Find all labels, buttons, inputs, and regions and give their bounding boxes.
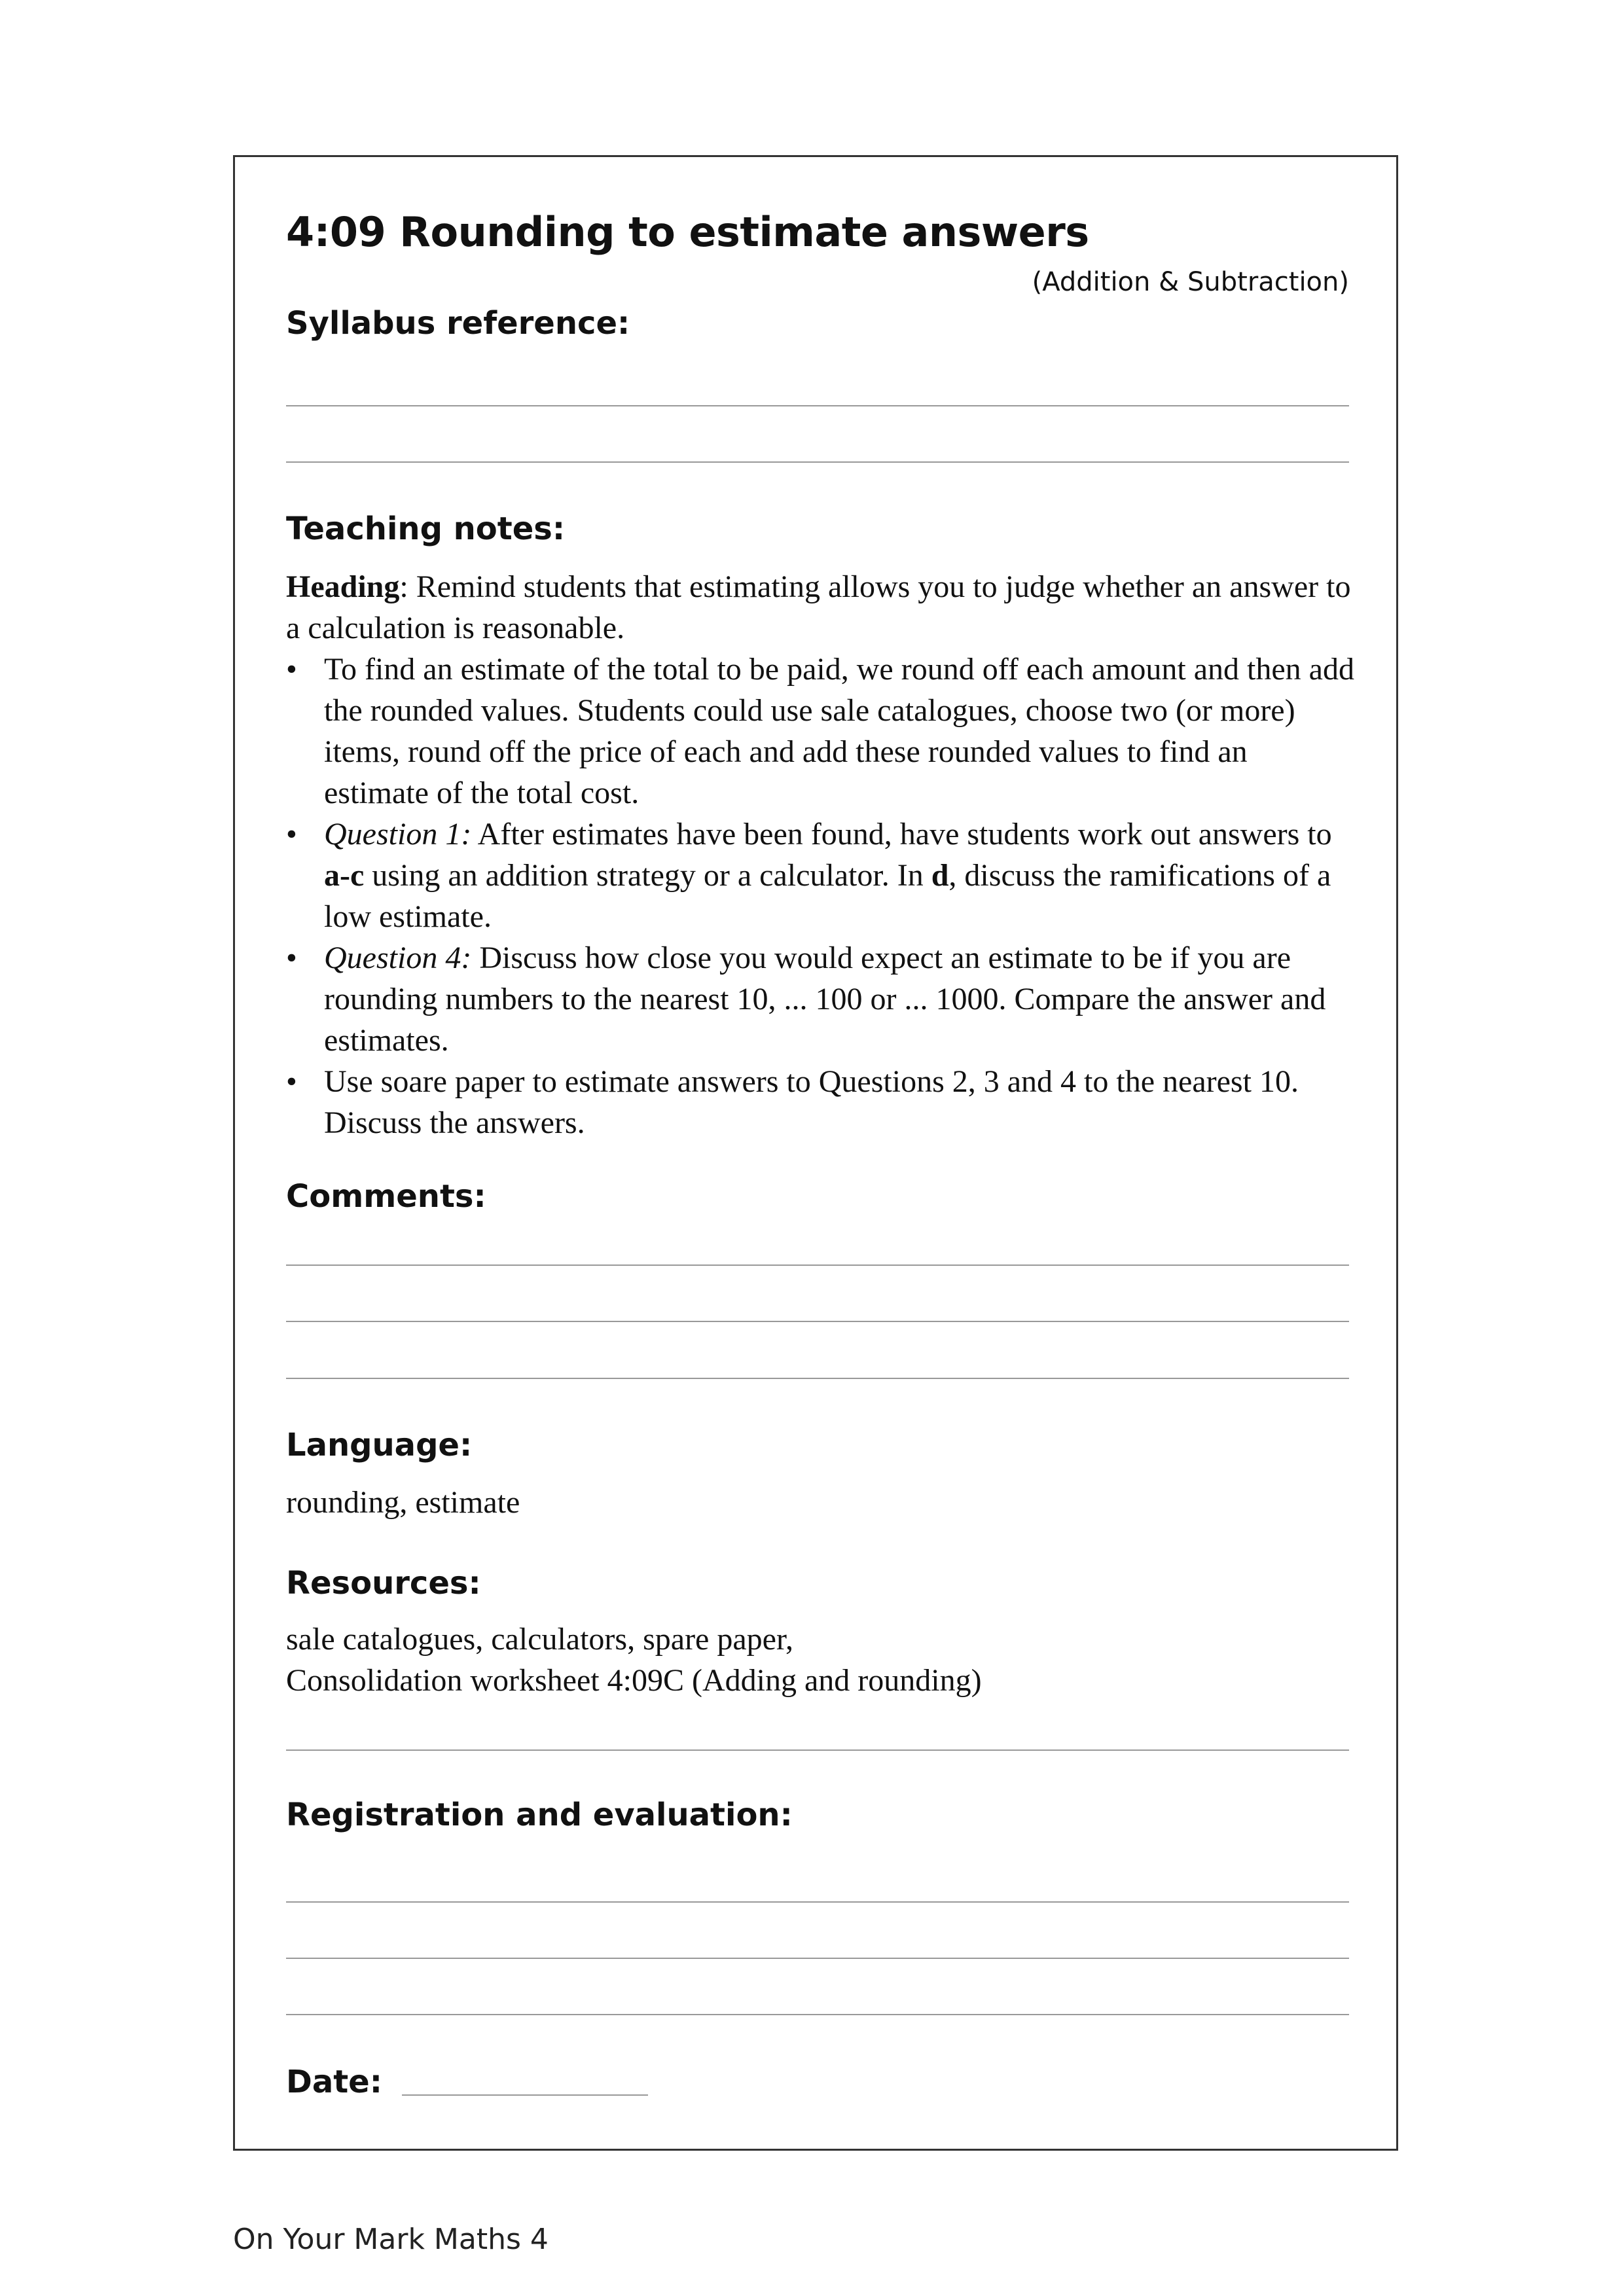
- registration-line-1: [286, 1901, 1349, 1903]
- syllabus-line-1: [286, 405, 1349, 406]
- bullet-icon: •: [286, 817, 297, 852]
- page-subtitle: (Addition & Subtraction): [1032, 267, 1349, 297]
- resources-heading: Resources:: [286, 1565, 481, 1602]
- registration-line-2: [286, 1958, 1349, 1959]
- bullet-text: , discuss the ramifications of a low estimate.: [324, 858, 1331, 934]
- bullet-text: Discuss how close you would expect an estimate to be if you are rounding numbers to the nearest 10, ... 100 or ... 1000. Compare the answer and estimates.: [324, 941, 1326, 1058]
- comments-line-2: [286, 1321, 1349, 1322]
- intro-text: : Remind students that estimating allows you to judge whether an answer to a calculation is reasonable.: [286, 569, 1351, 645]
- comments-line-1: [286, 1265, 1349, 1266]
- language-heading: Language:: [286, 1427, 473, 1463]
- bullet-lead: Question 1:: [324, 817, 472, 852]
- bullet-text: After estimates have been found, have students work out answers to: [471, 817, 1332, 852]
- bullet-bold: d: [931, 858, 949, 893]
- teaching-notes-heading: Teaching notes:: [286, 511, 566, 547]
- page-title: 4:09 Rounding to estimate answers: [286, 208, 1089, 256]
- bullet-icon: •: [286, 652, 297, 687]
- date-label: Date:: [286, 2064, 382, 2100]
- language-text: rounding, estimate: [286, 1485, 520, 1520]
- resources-line-rule: [286, 1749, 1349, 1751]
- bullet-text: Use soare paper to estimate answers to Questions 2, 3 and 4 to the nearest 10. Discuss the answers.: [324, 1064, 1299, 1140]
- teaching-notes-list: [286, 649, 1360, 1143]
- page-frame: [233, 155, 1398, 2151]
- teaching-notes-body: [286, 566, 1360, 1143]
- intro-label: Heading: [286, 569, 400, 604]
- bullet-icon: •: [286, 1064, 297, 1099]
- bullet-bold: a: [324, 858, 340, 893]
- registration-heading: Registration and evaluation:: [286, 1797, 793, 1833]
- page-footer: On Your Mark Maths 4: [233, 2223, 549, 2256]
- date-field-line: [402, 2094, 648, 2096]
- teaching-notes-intro: [286, 566, 1360, 649]
- bullet-text: To find an estimate of the total to be paid, we round off each amount and then add the rounded values. Students could use sale catalogues, choose two (or more) items, round off the price of each and add these rounded values to find an estimate of the total cost.: [324, 652, 1354, 810]
- list-item: [286, 814, 1360, 937]
- bullet-lead: Question 4:: [324, 941, 472, 975]
- resources-line-1: sale catalogues, calculators, spare paper,: [286, 1622, 794, 1657]
- syllabus-heading: Syllabus reference:: [286, 305, 630, 342]
- bullet-bold: c: [350, 858, 365, 893]
- list-item: [286, 649, 1360, 814]
- comments-heading: Comments:: [286, 1178, 486, 1215]
- list-item: [286, 1061, 1360, 1143]
- syllabus-line-2: [286, 461, 1349, 463]
- bullet-text: using an addition strategy or a calculator. In: [364, 858, 931, 893]
- bullet-icon: •: [286, 941, 297, 975]
- bullet-bold: -: [340, 858, 350, 893]
- list-item: [286, 937, 1360, 1061]
- comments-line-3: [286, 1378, 1349, 1379]
- registration-line-3: [286, 2014, 1349, 2015]
- resources-line-2: Consolidation worksheet 4:09C (Adding and rounding): [286, 1663, 982, 1698]
